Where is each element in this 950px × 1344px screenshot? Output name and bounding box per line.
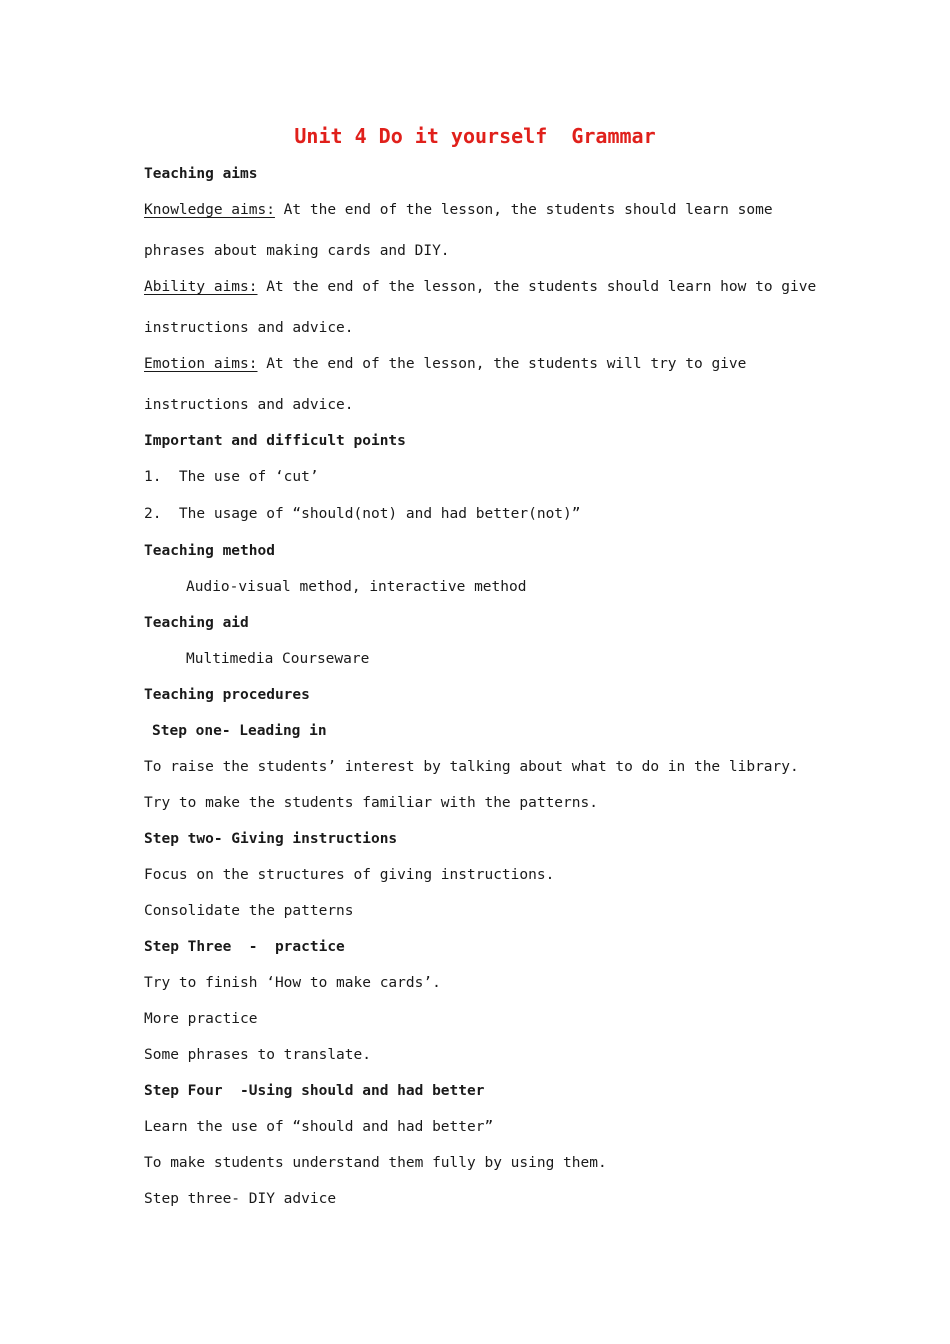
teaching-aid-text: Multimedia Courseware (186, 651, 370, 667)
emotion-aims-text-2: instructions and advice. (144, 397, 354, 413)
step-two-text-1: Focus on the structures of giving instructions. (144, 867, 555, 883)
step-four-text-1: Learn the use of “should and had better” (144, 1119, 494, 1135)
knowledge-aims-label: Knowledge aims: (144, 202, 275, 218)
teaching-aid-heading: Teaching aid (144, 615, 249, 631)
step-three-text-1: Try to finish ‘How to make cards’. (144, 975, 441, 991)
step-four-heading: Step Four -Using should and had better (144, 1083, 485, 1099)
teaching-method-heading: Teaching method (144, 543, 275, 559)
teaching-method-text: Audio-visual method, interactive method (186, 579, 527, 595)
emotion-aims-label: Emotion aims: (144, 356, 258, 372)
step-three-heading: Step Three - practice (144, 939, 345, 955)
ability-aims-text-1: At the end of the lesson, the students should learn how to give (257, 279, 817, 295)
step-four-text-2: To make students understand them fully by using them. (144, 1155, 607, 1171)
knowledge-aims-text-1: At the end of the lesson, the students should learn some (274, 202, 773, 218)
step-three-text-3: Some phrases to translate. (144, 1047, 371, 1063)
teaching-aims-heading: Teaching aims (144, 166, 258, 182)
step-diy-advice-text: Step three- DIY advice (144, 1191, 337, 1207)
knowledge-aims-text-2: phrases about making cards and DIY. (144, 243, 450, 259)
knowledge-aims-line-1 (144, 200, 773, 220)
document-title: Unit 4 Do it yourself Grammar (294, 124, 656, 148)
ability-aims-line-1 (144, 277, 816, 297)
step-one-text-2: Try to make the students familiar with the patterns. (144, 795, 598, 811)
point-item-1: 1. The use of ‘cut’ (144, 469, 319, 485)
emotion-aims-line-1 (144, 354, 746, 374)
step-two-text-2: Consolidate the patterns (144, 903, 354, 919)
step-two-heading: Step two- Giving instructions (144, 831, 398, 847)
step-three-text-2: More practice (144, 1011, 258, 1027)
ability-aims-text-2: instructions and advice. (144, 320, 354, 336)
ability-aims-label: Ability aims: (144, 279, 258, 295)
emotion-aims-text-1: At the end of the lesson, the students will try to give (257, 356, 747, 372)
important-points-heading: Important and difficult points (144, 433, 406, 449)
step-one-heading: Step one- Leading in (152, 723, 327, 739)
teaching-procedures-heading: Teaching procedures (144, 687, 310, 703)
step-one-text-1: To raise the students’ interest by talking about what to do in the library. (144, 759, 799, 775)
point-item-2: 2. The usage of “should(not) and had better(not)” (144, 506, 581, 522)
